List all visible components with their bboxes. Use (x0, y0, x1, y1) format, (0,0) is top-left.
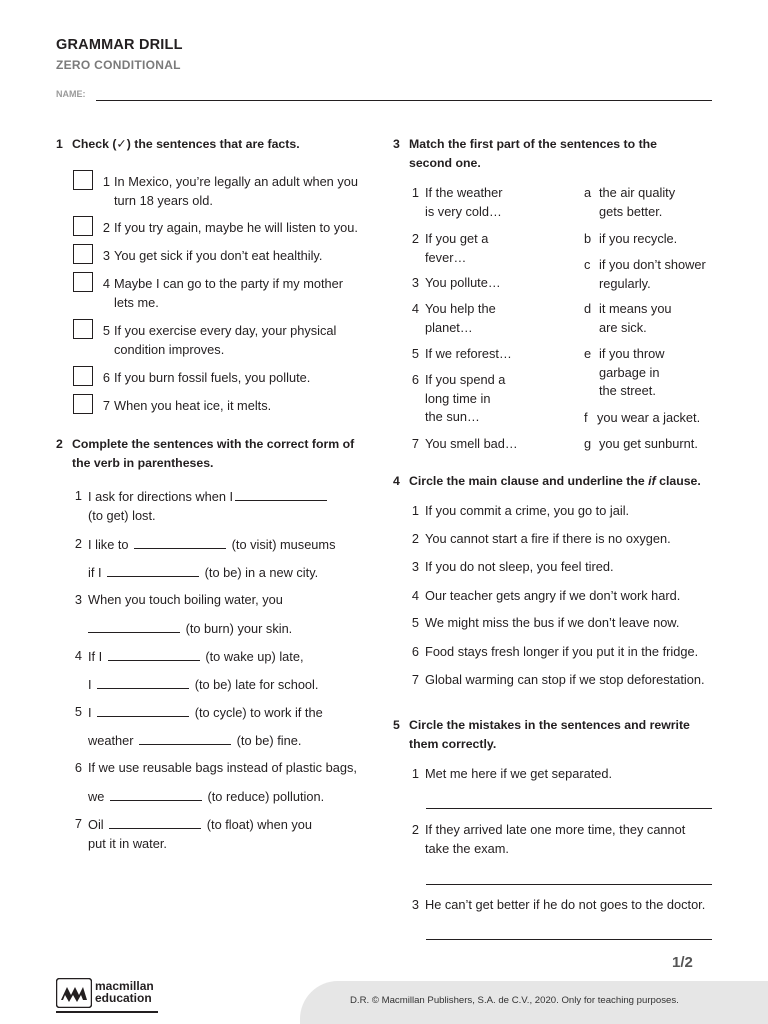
q5-answer-line-3[interactable] (426, 939, 712, 940)
q5-item-text: If they arrived late one more time, they cannot take the exam. (425, 822, 686, 856)
q2-blank-7[interactable] (109, 815, 201, 829)
q2-item-text: I ask for directions when I (to get) lost. (88, 487, 329, 525)
q3-left-number: 6 (411, 372, 419, 387)
q1-item-text: If you try again, maybe he will listen to you. (114, 220, 358, 235)
q1-checkbox-1[interactable] (73, 170, 93, 190)
name-field-line[interactable] (96, 100, 712, 101)
q2-blank-3[interactable] (88, 619, 180, 633)
q1-checkbox-3[interactable] (73, 244, 93, 264)
q3-left-number: 3 (411, 275, 419, 290)
q4-heading (393, 472, 701, 491)
q1-item-text: In Mexico, you’re legally an adult when you turn 18 years old. (114, 174, 358, 208)
q3-left-text: If we reforest… (425, 346, 512, 361)
q3-right-letter: d (584, 301, 592, 316)
q2-item-number: 4 (74, 648, 82, 663)
q3-left-number: 5 (411, 346, 419, 361)
q1-checkbox-2[interactable] (73, 216, 93, 236)
q1-item-text: If you exercise every day, your physical condition improves. (114, 323, 337, 357)
q4-item-number: 1 (411, 503, 419, 518)
q2-item-text: weather (to be) fine. (88, 733, 302, 748)
q1-checkbox-4[interactable] (73, 272, 93, 292)
q2-blank-5b[interactable] (139, 731, 231, 745)
q2-item-number: 5 (74, 704, 82, 719)
q2-item-text: I (to be) late for school. (88, 677, 319, 692)
q4-item-number: 4 (411, 588, 419, 603)
q1-checkbox-5[interactable] (73, 319, 93, 339)
q2-item-text: (to burn) your skin. (88, 619, 292, 639)
q3-left-text: If you get a fever… (425, 231, 489, 265)
q3-heading (393, 135, 658, 173)
q2-instruction: Complete the sentences with the correct form of the verb in parentheses. (72, 437, 355, 470)
q1-item-number: 2 (102, 220, 110, 235)
q3-right-letter: e (584, 346, 592, 361)
q3-right-text: if you throw garbage in the street. (599, 346, 665, 398)
q3-left-text: You smell bad… (425, 436, 518, 451)
q1-heading (56, 135, 300, 154)
q3-right-text: you get sunburnt. (599, 436, 698, 451)
q2-item-text: If I (to wake up) late, (88, 649, 304, 664)
q2-blank-6[interactable] (110, 787, 202, 801)
q4-number: 4 (393, 474, 400, 488)
q3-number: 3 (393, 137, 400, 151)
q3-instruction: Match the first part of the sentences to the second one. (409, 137, 658, 170)
q2-item-number: 2 (74, 536, 82, 551)
q2-item-text: When you touch boiling water, you (88, 592, 283, 607)
q1-item-number: 3 (102, 248, 110, 263)
q1-item-number: 7 (102, 398, 110, 413)
q2-item-text: I like to (to visit) museums (88, 537, 336, 552)
q1-item-number: 1 (102, 174, 110, 189)
q2-item-text: Oil (to float) when you put it in water. (88, 817, 313, 851)
q4-item-text: Global warming can stop if we stop deforestation. (425, 672, 705, 687)
q2-number: 2 (56, 437, 63, 451)
worksheet-title: GRAMMAR DRILL (56, 37, 183, 53)
q3-right-text: if you don’t shower regularly. (599, 257, 706, 291)
q2-item-text: we (to reduce) pollution. (88, 789, 325, 804)
q5-item-text: Met me here if we get separated. (425, 766, 613, 781)
q1-item-number: 4 (102, 276, 110, 291)
q2-blank-4b[interactable] (97, 675, 189, 689)
q3-left-text: You help the planet… (425, 301, 496, 335)
q3-right-text: you wear a jacket. (597, 410, 701, 425)
q1-item-text: You get sick if you don’t eat healthily. (114, 248, 323, 263)
q5-heading (393, 716, 690, 754)
q3-right-letter: g (584, 436, 592, 451)
q2-item-number: 7 (74, 816, 82, 831)
q2-item-text: if I (to be) in a new city. (88, 565, 319, 580)
q4-item-text: If you commit a crime, you go to jail. (425, 503, 630, 518)
q4-item-number: 5 (411, 615, 419, 630)
q2-blank-5a[interactable] (97, 703, 189, 717)
q3-right-text: the air quality gets better. (599, 185, 676, 219)
q1-item-text: When you heat ice, it melts. (114, 398, 272, 413)
macmillan-logo-text: macmillan education (95, 979, 154, 1005)
q3-left-text: If you spend a long time in the sun… (425, 372, 506, 424)
q4-item-number: 3 (411, 559, 419, 574)
page-number: 1/2 (672, 954, 693, 971)
q5-item-number: 1 (411, 766, 419, 781)
q2-blank-2b[interactable] (107, 563, 199, 577)
q5-item-text: He can’t get better if he do not goes to the doctor. (425, 897, 706, 912)
q2-item-number: 6 (74, 760, 82, 775)
q5-item-number: 3 (411, 897, 419, 912)
q1-item-text: Maybe I can go to the party if my mother lets me. (114, 276, 344, 310)
q2-blank-2a[interactable] (134, 535, 226, 549)
q1-checkbox-6[interactable] (73, 366, 93, 386)
q3-left-number: 7 (411, 436, 419, 451)
q3-left-number: 4 (411, 301, 419, 316)
q2-item-text: If we use reusable bags instead of plastic bags, (88, 760, 357, 775)
copyright-text: D.R. © Macmillan Publishers, S.A. de C.V., 2020. Only for teaching purposes. (350, 995, 679, 1006)
q2-item-number: 1 (74, 488, 82, 503)
q1-item-number: 6 (102, 370, 110, 385)
q3-right-letter: b (584, 231, 592, 246)
q1-instruction: Check (✓) the sentences that are facts. (72, 137, 300, 151)
q3-left-number: 2 (411, 231, 419, 246)
q4-item-text: We might miss the bus if we don’t leave now. (425, 615, 680, 630)
q5-answer-line-2[interactable] (426, 884, 712, 885)
name-label: NAME: (56, 89, 86, 99)
q2-blank-4a[interactable] (108, 647, 200, 661)
q2-item-text: I (to cycle) to work if the (88, 705, 323, 720)
q3-left-text: You pollute… (425, 275, 501, 290)
q4-instruction: Circle the main clause and underline the if clause. (409, 474, 701, 488)
q3-right-text: if you recycle. (599, 231, 678, 246)
q3-right-letter: f (584, 410, 588, 425)
q4-item-number: 2 (411, 531, 419, 546)
q2-item-number: 3 (74, 592, 82, 607)
q1-checkbox-7[interactable] (73, 394, 93, 414)
q4-item-text: If you do not sleep, you feel tired. (425, 559, 614, 574)
q3-right-letter: a (584, 185, 592, 200)
worksheet-subtitle: ZERO CONDITIONAL (56, 58, 181, 72)
q1-number: 1 (56, 137, 63, 151)
logo-underline (56, 1011, 158, 1013)
macmillan-logo-icon (56, 978, 92, 1008)
q3-right-letter: c (584, 257, 591, 272)
q4-item-number: 7 (411, 672, 419, 687)
q4-item-text: You cannot start a fire if there is no oxygen. (425, 531, 671, 546)
q4-item-text: Our teacher gets angry if we don’t work hard. (425, 588, 681, 603)
q2-blank-1[interactable] (235, 487, 327, 501)
q5-item-number: 2 (411, 822, 419, 837)
q4-item-number: 6 (411, 644, 419, 659)
q2-heading (56, 435, 355, 473)
q4-item-text: Food stays fresh longer if you put it in the fridge. (425, 644, 699, 659)
q5-answer-line-1[interactable] (426, 808, 712, 809)
q1-item-number: 5 (102, 323, 110, 338)
q3-right-text: it means you are sick. (599, 301, 672, 335)
q5-instruction: Circle the mistakes in the sentences and rewrite them correctly. (409, 718, 690, 751)
q5-number: 5 (393, 718, 400, 732)
q1-item-text: If you burn fossil fuels, you pollute. (114, 370, 311, 385)
q3-left-number: 1 (411, 185, 419, 200)
q3-left-text: If the weather is very cold… (425, 185, 503, 219)
